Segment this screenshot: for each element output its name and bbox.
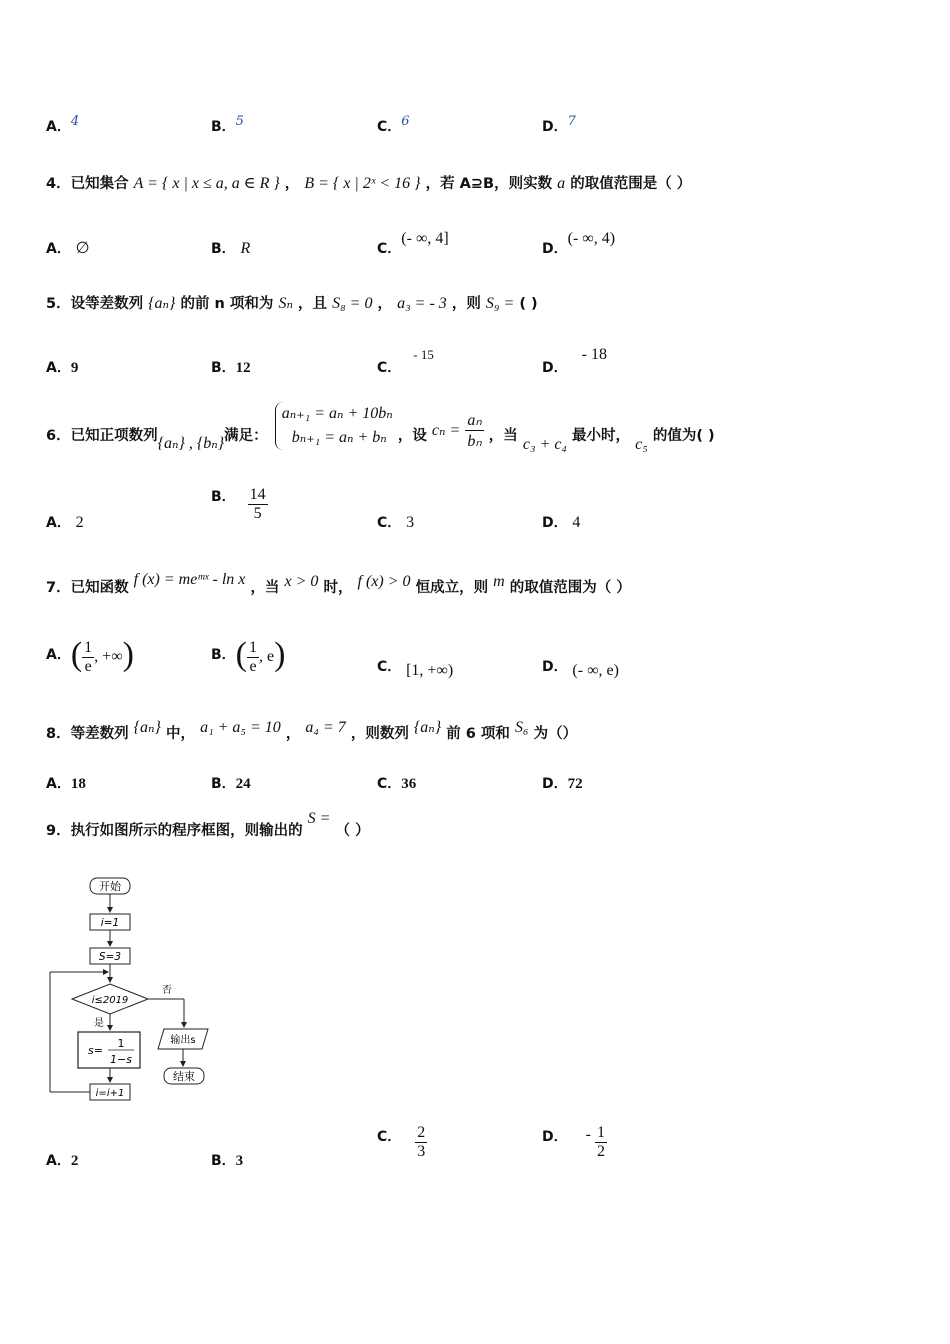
question-9 — [46, 810, 370, 840]
fraction-numerator: 1 — [596, 1124, 605, 1141]
q8-option-a[interactable] — [46, 773, 86, 793]
q4-set-b: B = { x | 2ˣ < 16 } — [304, 175, 421, 192]
q8-seq2: {aₙ} — [413, 719, 442, 736]
fraction-numerator: 2 — [417, 1124, 426, 1141]
q6-suffix: 的值为( ) — [652, 428, 715, 444]
option-label: A． — [46, 119, 71, 135]
q4-mid: ，若 A⊇B，则实数 — [425, 176, 553, 192]
option-label: B． — [211, 119, 236, 135]
option-label: C． — [377, 119, 402, 135]
q5-option-d[interactable] — [542, 346, 607, 377]
q5-cond2: a₃ = - 3 — [397, 295, 447, 312]
fraction-numerator: aₙ — [467, 412, 482, 429]
q5-mid3: ，则 — [451, 296, 481, 312]
flow-end-label: 结束 — [173, 1070, 195, 1083]
q6-mid3: ，当 — [488, 428, 518, 444]
q4-option-a[interactable] — [46, 238, 90, 258]
option-label: B． — [211, 488, 236, 505]
q5-seq: {aₙ} — [148, 295, 176, 312]
fraction-denominator: bₙ — [467, 433, 482, 450]
q3-option-a[interactable] — [46, 116, 79, 136]
option-label: C． — [377, 776, 402, 792]
option-value: 3 — [406, 514, 415, 531]
q6-mid4: 最小时， — [572, 428, 631, 444]
option-value: 36 — [401, 776, 417, 792]
q8-mid1: 中， — [166, 726, 195, 742]
q6-eq1: aₙ₊₁ = aₙ + 10bₙ — [281, 405, 393, 422]
option-fraction — [247, 639, 259, 676]
option-label: C． — [377, 659, 402, 675]
q4-set-a: A = { x | x ≤ a, a ∈ R } — [133, 175, 280, 192]
q6-sum: c₃ + c₄ — [522, 436, 567, 453]
flowchart — [44, 872, 214, 1108]
q6-mid2: ，设 — [397, 428, 427, 444]
q8-sep: ， — [285, 726, 301, 742]
q5-suffix: ( ) — [519, 296, 538, 312]
q6-cn-fraction — [465, 410, 483, 451]
option-label: D． — [542, 515, 568, 531]
q6-option-c[interactable] — [377, 512, 414, 532]
option-label: B． — [211, 776, 236, 792]
flow-assign-num: 1 — [117, 1037, 125, 1050]
option-value: (- ∞, 4) — [567, 230, 616, 247]
flow-start-label: 开始 — [99, 880, 121, 893]
option-value: 5 — [235, 114, 244, 129]
q5-cond1: S₈ = 0 — [332, 295, 373, 312]
q7-ineq: f (x) > 0 — [357, 573, 411, 590]
q7-mid1: ，当 — [250, 580, 280, 596]
option-value: - 18 — [581, 346, 607, 363]
flow-incr-label: i=i+1 — [95, 1088, 125, 1099]
option-fraction — [415, 1124, 427, 1161]
option-value: 4 — [572, 514, 581, 531]
flow-no-label: 否 — [162, 985, 172, 996]
q4-option-b[interactable] — [211, 238, 250, 258]
q6-option-d[interactable] — [542, 512, 580, 532]
fraction-denominator: e — [84, 657, 92, 675]
option-value: 12 — [235, 360, 251, 376]
q8-s6: S₆ — [514, 719, 529, 736]
question-7 — [46, 571, 631, 597]
option-label: D． — [542, 659, 568, 675]
q5-sep: ， — [377, 296, 393, 312]
option-value: - 15 — [413, 347, 434, 362]
question-4 — [46, 172, 691, 193]
option-label: B． — [211, 241, 236, 257]
option-value: 18 — [70, 776, 86, 792]
option-label: B． — [211, 647, 236, 663]
q6-eq2: bₙ₊₁ = aₙ + bₙ — [291, 429, 387, 446]
flow-init-i-label: i=1 — [100, 917, 120, 929]
q7-option-d[interactable] — [542, 656, 619, 679]
fraction-denominator: 3 — [417, 1143, 426, 1160]
fraction-denominator: 2 — [596, 1143, 605, 1160]
q8-seq: {aₙ} — [133, 719, 161, 736]
q4-option-c[interactable] — [377, 228, 449, 257]
fraction-denominator: 5 — [253, 505, 262, 522]
q4-var: a — [557, 175, 566, 192]
q7-suffix: 的取值范围为（ ） — [509, 580, 631, 596]
question-5 — [46, 292, 538, 313]
option-sign: - — [585, 1125, 591, 1143]
option-label: A． — [46, 776, 71, 792]
flow-yes-label: 是 — [94, 1018, 104, 1029]
q7-mid3: 恒成立，则 — [415, 580, 489, 596]
option-tail: , e — [259, 648, 275, 665]
option-value: 2 — [70, 1153, 79, 1169]
q6-cn: cₙ = — [431, 422, 461, 439]
option-value: 24 — [235, 776, 251, 792]
option-label: B． — [211, 1153, 236, 1169]
option-value: (- ∞, 4] — [401, 230, 449, 247]
option-value: 3 — [235, 1153, 244, 1169]
fraction-denominator: e — [249, 657, 257, 675]
q7-prefix: 7．已知函数 — [46, 580, 129, 596]
q5-mid2: ，且 — [298, 296, 328, 312]
q3-option-c[interactable] — [377, 116, 410, 136]
q4-sep: ， — [284, 176, 300, 192]
option-value: 4 — [70, 114, 80, 129]
q9-ask: S = — [307, 810, 331, 827]
q6-seqs: {aₙ} , {bₙ} — [157, 435, 225, 452]
flow-assign-den: 1−s — [110, 1053, 132, 1066]
flow-condition-label: i≤2019 — [91, 995, 129, 1006]
fraction-numerator: 1 — [84, 638, 93, 656]
q8-mid2: ，则数列 — [350, 726, 409, 742]
q7-mid2: 时， — [323, 580, 353, 596]
q6-option-a[interactable] — [46, 512, 84, 532]
option-label: D． — [542, 241, 568, 257]
option-label: D． — [542, 1128, 568, 1145]
q8-option-b[interactable] — [211, 773, 251, 793]
q7-func: f (x) = meᵐˣ - ln x — [133, 571, 246, 588]
q3-option-b[interactable] — [211, 116, 244, 136]
option-label: A． — [46, 360, 71, 376]
q7-option-c[interactable] — [377, 656, 454, 679]
q7-option-a[interactable]: A．( $\frac{1}{e}$ , +∞) — [46, 636, 134, 675]
option-value: 9 — [70, 360, 79, 376]
question-6 — [46, 402, 715, 462]
q4-option-d[interactable] — [542, 228, 616, 257]
q5-ask: S₉ = — [485, 295, 515, 312]
option-label: C． — [377, 515, 402, 531]
q8-eq1: a₁ + a₅ = 10 — [200, 719, 281, 736]
option-fraction — [248, 486, 268, 523]
q5-option-a[interactable] — [46, 357, 78, 377]
option-label: C． — [377, 1128, 402, 1145]
q9-suffix: （ ） — [335, 823, 370, 839]
q6-option-b[interactable] — [211, 486, 268, 523]
q7-cond: x > 0 — [284, 573, 319, 590]
q4-prefix: 4．已知集合 — [46, 176, 129, 192]
q6-mid1: 满足： — [224, 428, 268, 444]
flow-output-label: 输出s — [170, 1035, 196, 1046]
q3-option-d[interactable] — [542, 116, 576, 136]
question-8 — [46, 719, 578, 743]
q5-option-b[interactable] — [211, 357, 251, 377]
q7-option-b[interactable]: B．( $\frac{1}{e}$ , e) — [211, 636, 286, 675]
option-label: D． — [542, 776, 568, 792]
q6-system — [275, 402, 393, 450]
q5-prefix: 5．设等差数列 — [46, 296, 144, 312]
q5-option-c[interactable] — [377, 347, 434, 377]
option-label: A． — [46, 241, 71, 257]
q9-option-a[interactable] — [46, 1150, 78, 1170]
option-value: 72 — [567, 776, 583, 792]
option-value: (- ∞, e) — [572, 662, 619, 679]
option-label: C． — [377, 241, 402, 257]
q9-prefix: 9．执行如图所示的程序框图，则输出的 — [46, 823, 303, 839]
q8-mid3: 前 6 项和 — [446, 726, 510, 742]
q5-mid1: 的前 n 项和为 — [180, 296, 274, 312]
option-value: [1, +∞) — [406, 662, 454, 679]
option-value: R — [240, 240, 251, 257]
q9-option-b[interactable] — [211, 1150, 243, 1170]
fraction-numerator: 14 — [249, 486, 266, 503]
q6-prefix: 6．已知正项数列 — [46, 428, 158, 444]
q9-option-c[interactable] — [377, 1124, 427, 1161]
option-value: 6 — [401, 114, 410, 129]
q4-suffix: 的取值范围是（ ） — [570, 176, 692, 192]
option-label: B． — [211, 360, 236, 376]
flow-assign-lhs: s= — [88, 1044, 103, 1057]
q9-option-d[interactable] — [542, 1124, 607, 1161]
q8-suffix: 为（） — [533, 726, 578, 742]
q7-var: m — [493, 573, 505, 590]
q5-sn: Sₙ — [278, 295, 293, 312]
flow-init-s-label: S=3 — [98, 951, 122, 963]
option-label: A． — [46, 647, 71, 663]
q8-prefix: 8．等差数列 — [46, 726, 129, 742]
option-label: D． — [542, 119, 568, 135]
option-value: ∅ — [75, 240, 90, 257]
q8-option-d[interactable] — [542, 773, 583, 793]
option-value: 2 — [75, 514, 84, 531]
option-fraction — [82, 639, 94, 676]
option-label: A． — [46, 515, 71, 531]
option-label: A． — [46, 1153, 71, 1169]
option-label: D． — [542, 360, 568, 376]
option-value: 7 — [567, 114, 576, 129]
option-fraction — [595, 1124, 607, 1161]
option-label: C． — [377, 360, 402, 376]
q8-option-c[interactable] — [377, 773, 416, 793]
option-tail: , +∞ — [94, 648, 123, 665]
q6-c5: c₅ — [635, 436, 648, 453]
fraction-numerator: 1 — [249, 638, 257, 656]
q8-eq2: a₄ = 7 — [305, 719, 346, 736]
